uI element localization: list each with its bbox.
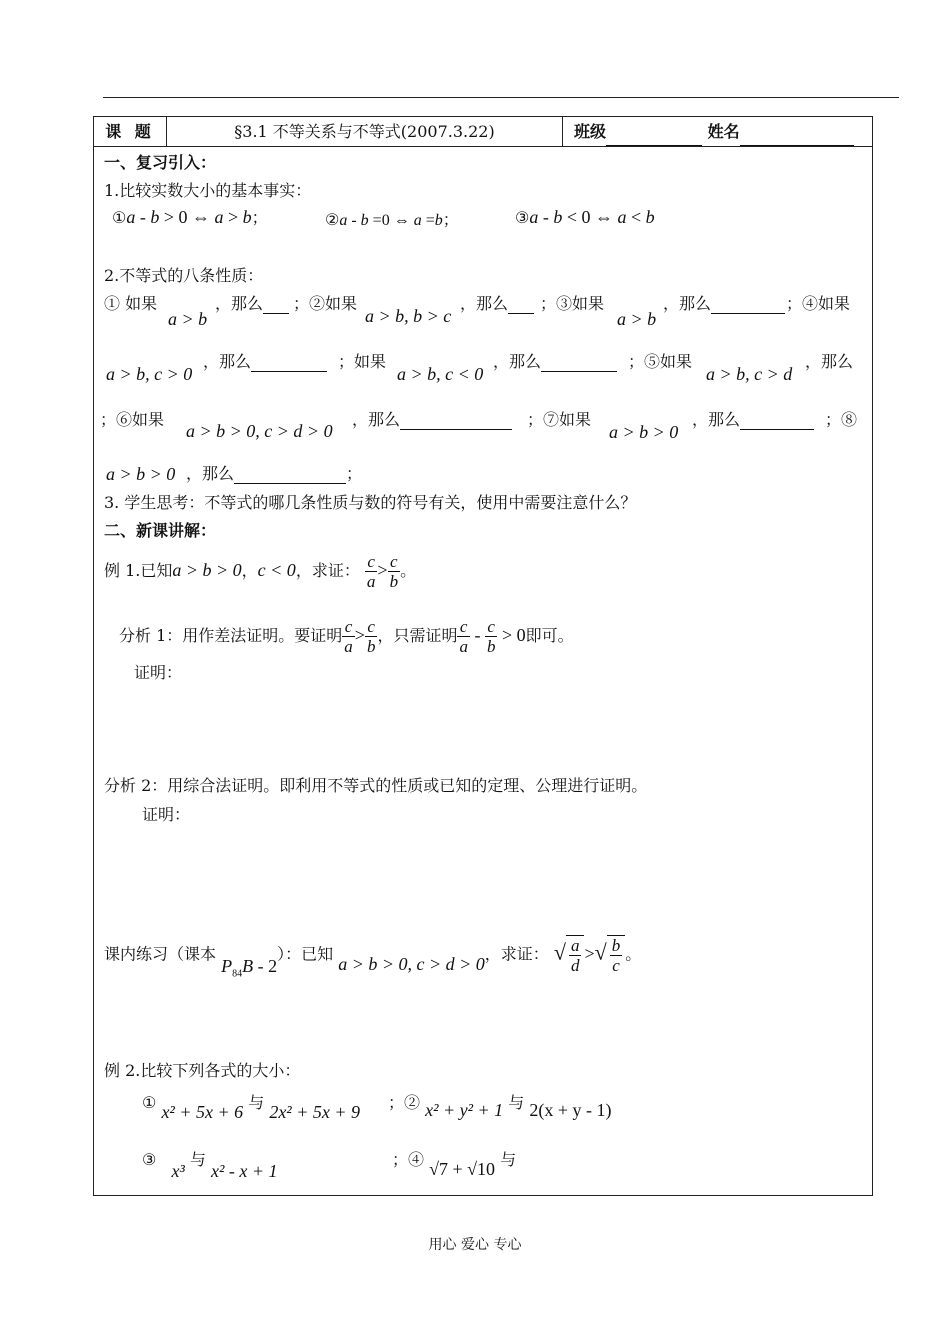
class-blank[interactable] [606,127,702,146]
class-label: 班级 [574,122,607,141]
prop-1: ① 如果 [104,294,158,313]
blank-5[interactable] [541,353,617,372]
prop-3-then: ，那么 [663,294,785,314]
ex2-item-2: ；② x² + y² + 1 与 2(x + y - 1) [388,1093,612,1120]
item3: 3. 学生思考：不等式的哪几条性质与数的符号有关，使用中需要注意什么？ [104,493,637,512]
class-name-fields [574,117,864,146]
blank-2[interactable] [508,295,534,314]
blank-1[interactable] [263,295,289,314]
prop-2-cond: a > b, b > c [365,306,452,326]
prop-1-then: ，那么 [215,294,289,314]
practice: 课内练习（课本 $P_{84}B - 2$）：已知 a > b > 0, c > d > 0，求证： √ $\frac{a}{d}$ >√ $\frac{b}{c}$ 。 [104,936,642,980]
item2: 2.不等式的八条性质： [104,266,264,285]
prop-6: ；⑥如果 [100,410,165,429]
prop-4b: ；如果 [338,352,387,371]
prop-5-cond: a > b, c > d [706,364,793,384]
name-blank[interactable] [740,127,854,146]
ex2-item-1: ① x² + 5x + 6 与 2x² + 5x + 9 [142,1093,360,1122]
subject-label: 课 题 [94,117,167,146]
blank-6[interactable] [400,411,512,430]
prop-5: ；⑤如果 [628,352,693,371]
section1-heading: 一、复习引入： [104,153,217,172]
prop-4-then: ，那么 [203,352,327,372]
page-footer: 用心 爱心 专心 [428,1237,522,1253]
prop-7-then: ，那么 [692,410,814,430]
blank-4[interactable] [251,353,327,372]
prop-8: ；⑧ [825,410,858,429]
proof-1: 证明： [134,663,183,682]
prop-3-cond: a > b [617,309,657,329]
fact-1: ①a - b > 0 ⇔ a > b； [112,207,268,227]
prop-4b-cond: a > b, c < 0 [397,364,484,384]
section2-heading: 二、新课讲解： [104,521,217,540]
prop-3: ；③如果 [540,294,605,313]
prop-5-then: ，那么 [805,352,854,371]
fact-2: ②a - b =0 ⇔ a =b； [325,210,459,229]
prop-6-then: ，那么 [352,410,512,430]
blank-8[interactable] [234,465,346,484]
fact-3: ③a - b < 0 ⇔ a < b [515,207,655,227]
analysis-2: 分析 2：用综合法证明。即利用不等式的性质或已知的定理、公理进行证明。 [104,776,648,795]
analysis-1: 分析 1：用作差法证明。要证明 $\frac{c}{a}$ > $\frac{c}{b}$ ，只需证明 $\frac{c}{a}$ - $\frac{c}{b}$ > 0即可。 [119,617,574,656]
lesson-title: §3.1 不等关系与不等式(2007.3.22) [167,117,563,146]
header-row [94,117,872,147]
prop-4b-then: ，那么 [493,352,617,372]
prop-2: ；②如果 [293,294,358,313]
header-rule [103,97,899,98]
name-label: 姓名 [707,122,740,141]
item1: 1.比较实数大小的基本事实： [104,181,312,200]
prop-8-then: ，那么 ； [186,464,363,483]
blank-7[interactable] [740,411,814,430]
prop-4-cond: a > b, c > 0 [106,364,193,384]
prop-4: ；④如果 [786,294,851,313]
prop-6-cond: a > b > 0, c > d > 0 [186,421,333,441]
prop-7: ；⑦如果 [527,410,592,429]
proof-2: 证明： [142,805,191,824]
example-2: 例 2.比较下列各式的大小： [104,1061,301,1080]
prop-8-cond: a > b > 0 [106,464,176,484]
blank-3[interactable] [711,295,785,314]
example-1: 例 1.已知a > b > 0，c < 0，求证： $\frac{c}{a}$ > $\frac{c}{b}$ 。 [104,552,417,591]
prop-7-cond: a > b > 0 [609,422,679,442]
ex2-item-3: ③ x³ 与 x² - x + 1 [142,1150,278,1181]
ex2-item-4: ；④ √7 + √10 与 [392,1150,517,1179]
prop-1-cond: a > b [168,309,208,329]
prop-2-then: ，那么 [460,294,534,314]
